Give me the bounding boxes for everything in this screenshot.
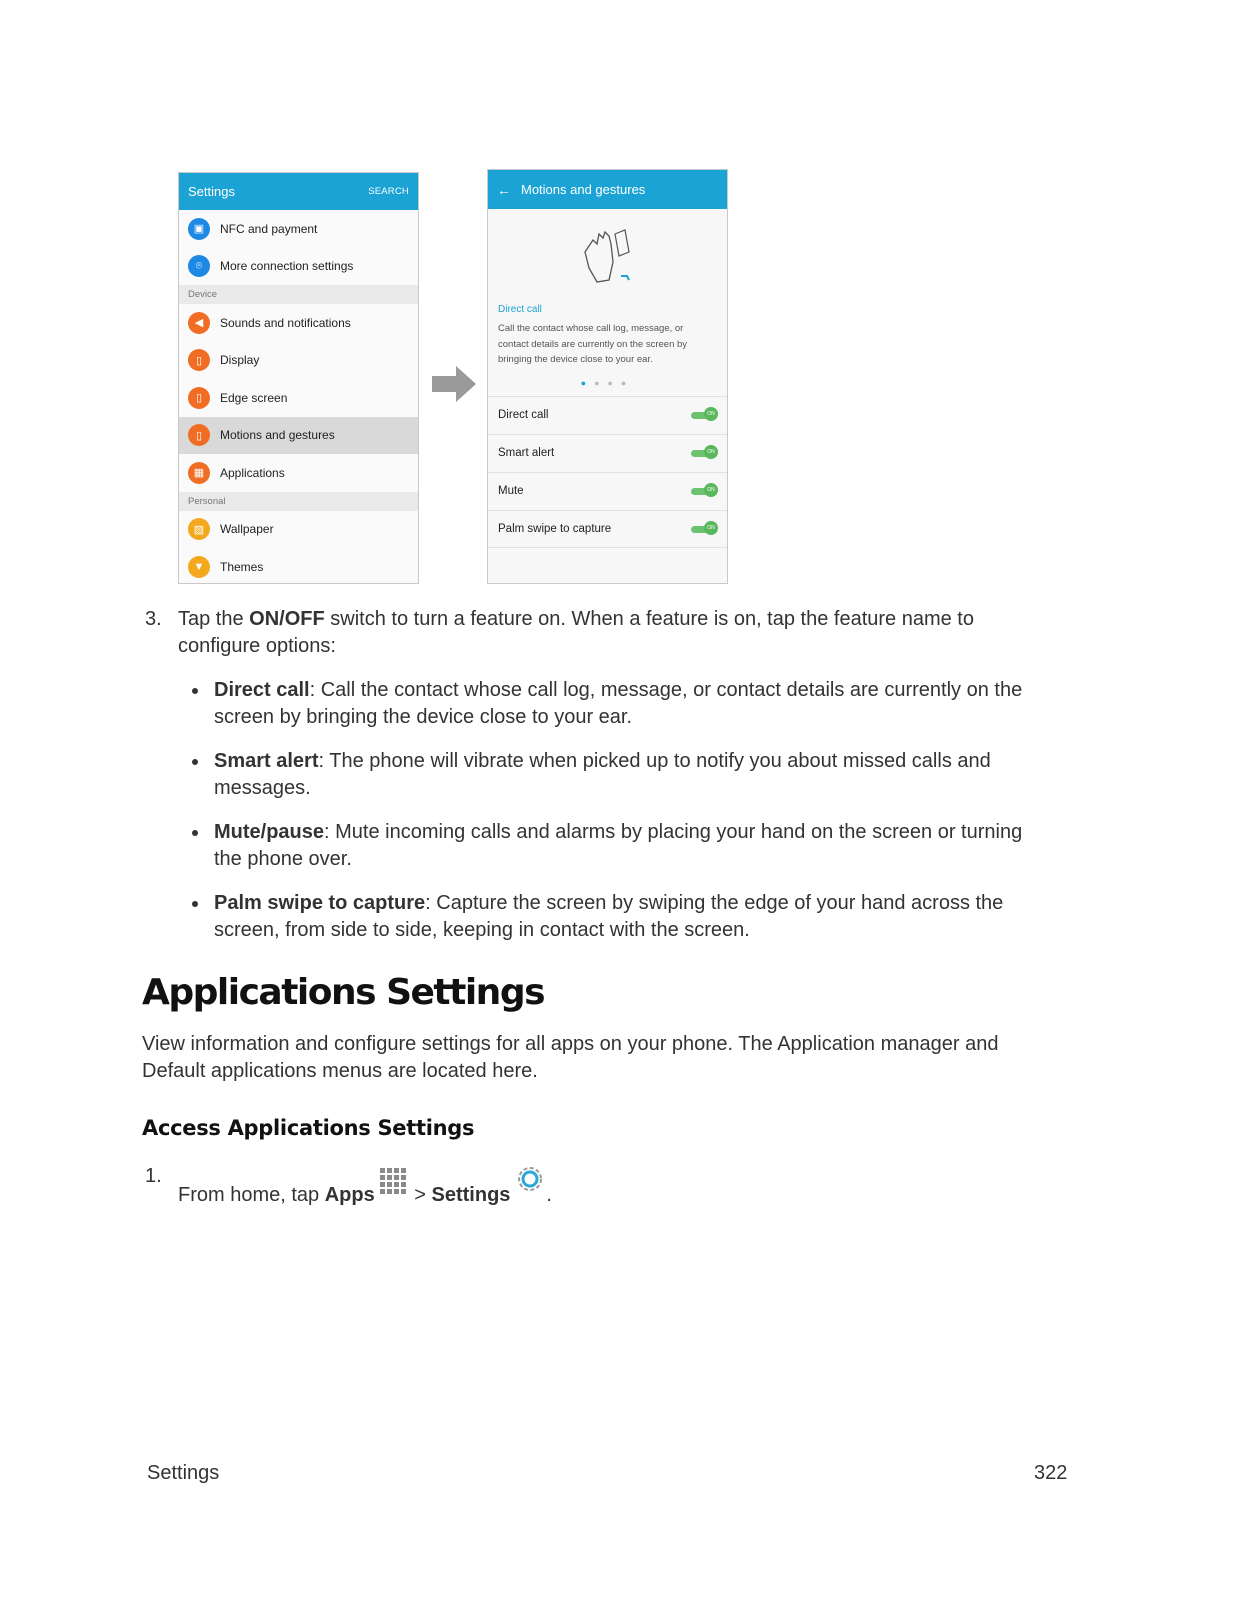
- mute-switch[interactable]: [691, 485, 717, 497]
- list-item-nfc[interactable]: [179, 210, 418, 248]
- motions-title: Motions and gestures: [521, 182, 646, 197]
- search-button[interactable]: SEARCH: [368, 186, 409, 197]
- apps-grid-icon: [379, 1167, 409, 1197]
- step-3-text: [178, 606, 1078, 660]
- description-line: contact details are currently on the screen by: [498, 338, 688, 350]
- switch-state: ON: [704, 483, 718, 497]
- gear-icon: [514, 1163, 546, 1195]
- bullet-dot: [192, 830, 198, 836]
- switch-state: ON: [704, 445, 718, 459]
- direct-call-switch[interactable]: [691, 409, 717, 421]
- illustration-description: [498, 321, 717, 368]
- toggle-row-mute[interactable]: [488, 472, 727, 510]
- page-indicator: ●●●●: [580, 377, 635, 388]
- step-1-text: [178, 1163, 878, 1209]
- list-item-label: More connection settings: [220, 259, 354, 274]
- section-header-personal: Personal: [179, 492, 418, 511]
- description-line: Call the contact whose call log, message, or: [498, 323, 684, 334]
- intro-line-2: Default applications menus are located here.: [142, 1060, 538, 1082]
- list-item-edge-screen[interactable]: [179, 379, 418, 417]
- intro-paragraph: [142, 1031, 1102, 1085]
- settings-app-bar: [179, 173, 418, 210]
- list-item-label: Applications: [220, 465, 285, 480]
- bullet-dot: [192, 759, 198, 765]
- text-run: : Call the contact whose call log, message, or contact details are currently on the: [309, 679, 1023, 701]
- list-item-label: Edge screen: [220, 390, 288, 405]
- list-item-label: Motions and gestures: [220, 428, 335, 443]
- list-item-applications[interactable]: [179, 454, 418, 492]
- text-run: >: [408, 1184, 432, 1206]
- right-arrow-icon: [430, 364, 478, 404]
- motion-icon: ▯: [188, 424, 210, 446]
- apps-grid-icon: ▦: [188, 462, 210, 484]
- intro-line-1: View information and configure settings for all apps on your phone. The Application manager and: [142, 1033, 999, 1055]
- text-run: From home, tap: [178, 1184, 325, 1206]
- speaker-icon: ◀: [188, 312, 210, 334]
- step-number: 1.: [145, 1165, 162, 1187]
- bullet-term: Mute/pause: [214, 821, 325, 843]
- text-run: switch to turn a feature on. When a feature is on, tap the feature name to: [324, 608, 974, 630]
- bullet-dot: [192, 688, 198, 694]
- toggle-label: Smart alert: [498, 447, 555, 459]
- text-run: Tap the: [178, 608, 250, 630]
- list-item-wallpaper[interactable]: [179, 511, 418, 549]
- bullet-palm-swipe: [214, 890, 1094, 944]
- list-item-label: Sounds and notifications: [220, 315, 351, 330]
- bullet-line-2: messages.: [214, 777, 311, 799]
- bullet-term: Palm swipe to capture: [214, 892, 426, 914]
- toggle-row-smart-alert[interactable]: [488, 434, 727, 472]
- onoff-term: ON/OFF: [249, 608, 325, 630]
- edge-screen-icon: ▯: [188, 387, 210, 409]
- hand-phone-icon: [573, 222, 643, 292]
- settings-term: Settings: [431, 1184, 511, 1206]
- page-number: 322: [1034, 1462, 1068, 1484]
- description-line: bringing the device close to your ear.: [498, 354, 653, 365]
- bullet-line-2: screen by bringing the device close to your ear.: [214, 706, 633, 728]
- list-item-more-connection[interactable]: [179, 248, 418, 286]
- bullet-mute-pause: [214, 819, 1094, 873]
- list-item-label: NFC and payment: [220, 221, 318, 236]
- text-run: .: [546, 1184, 552, 1206]
- bullet-line-2: the phone over.: [214, 848, 352, 870]
- bullet-direct-call: [214, 677, 1094, 731]
- palm-swipe-switch[interactable]: [691, 523, 717, 535]
- apps-term: Apps: [324, 1184, 375, 1206]
- step-3-line-1: [178, 606, 1078, 633]
- nfc-icon: ▣: [188, 218, 210, 240]
- list-item-themes[interactable]: [179, 548, 418, 584]
- list-item-label: Wallpaper: [220, 522, 274, 537]
- antenna-icon: ⌾: [188, 255, 210, 277]
- wallpaper-icon: ▨: [188, 518, 210, 540]
- motions-app-bar: [488, 170, 727, 209]
- themes-icon: ▼: [188, 556, 210, 578]
- switch-state: ON: [704, 407, 718, 421]
- section-heading: Applications Settings: [142, 972, 545, 1013]
- list-item-label: Display: [220, 353, 260, 368]
- smart-alert-switch[interactable]: [691, 447, 717, 459]
- bullet-term: Smart alert: [214, 750, 319, 772]
- switch-state: ON: [704, 521, 718, 535]
- text-run: : Capture the screen by swiping the edge of your hand across the: [425, 892, 1004, 914]
- motions-gestures-screenshot: [487, 169, 728, 584]
- text-run: : Mute incoming calls and alarms by placing your hand on the screen or turning: [324, 821, 1023, 843]
- section-header-device: Device: [179, 285, 418, 304]
- footer-section: Settings: [147, 1462, 220, 1484]
- illustration-title: Direct call: [498, 304, 542, 315]
- bullet-smart-alert: [214, 748, 1094, 802]
- list-item-display[interactable]: [179, 342, 418, 380]
- display-icon: ▯: [188, 349, 210, 371]
- toggle-label: Palm swipe to capture: [498, 522, 612, 535]
- step-number: 3.: [145, 608, 162, 630]
- subsection-heading: Access Applications Settings: [142, 1116, 475, 1140]
- settings-title: Settings: [188, 184, 235, 199]
- list-item-motions-gestures[interactable]: [179, 417, 418, 455]
- bullet-term: Direct call: [214, 679, 310, 701]
- settings-screenshot: [178, 172, 419, 584]
- toggle-label: Direct call: [498, 409, 549, 421]
- text-run: : The phone will vibrate when picked up to notify you about missed calls and: [318, 750, 991, 772]
- bullet-dot: [192, 901, 198, 907]
- step-3-line-2: configure options:: [178, 635, 336, 657]
- hand-gesture-illustration: [488, 209, 727, 304]
- bullet-line-2: screen, from side to side, keeping in contact with the screen.: [214, 919, 750, 941]
- toggle-label: Mute: [498, 485, 524, 497]
- list-item-label: Themes: [220, 559, 264, 574]
- back-arrow-icon[interactable]: ←: [497, 181, 511, 198]
- list-item-sounds[interactable]: [179, 304, 418, 342]
- toggle-row-palm-swipe[interactable]: [488, 510, 727, 548]
- toggle-row-direct-call[interactable]: [488, 396, 727, 434]
